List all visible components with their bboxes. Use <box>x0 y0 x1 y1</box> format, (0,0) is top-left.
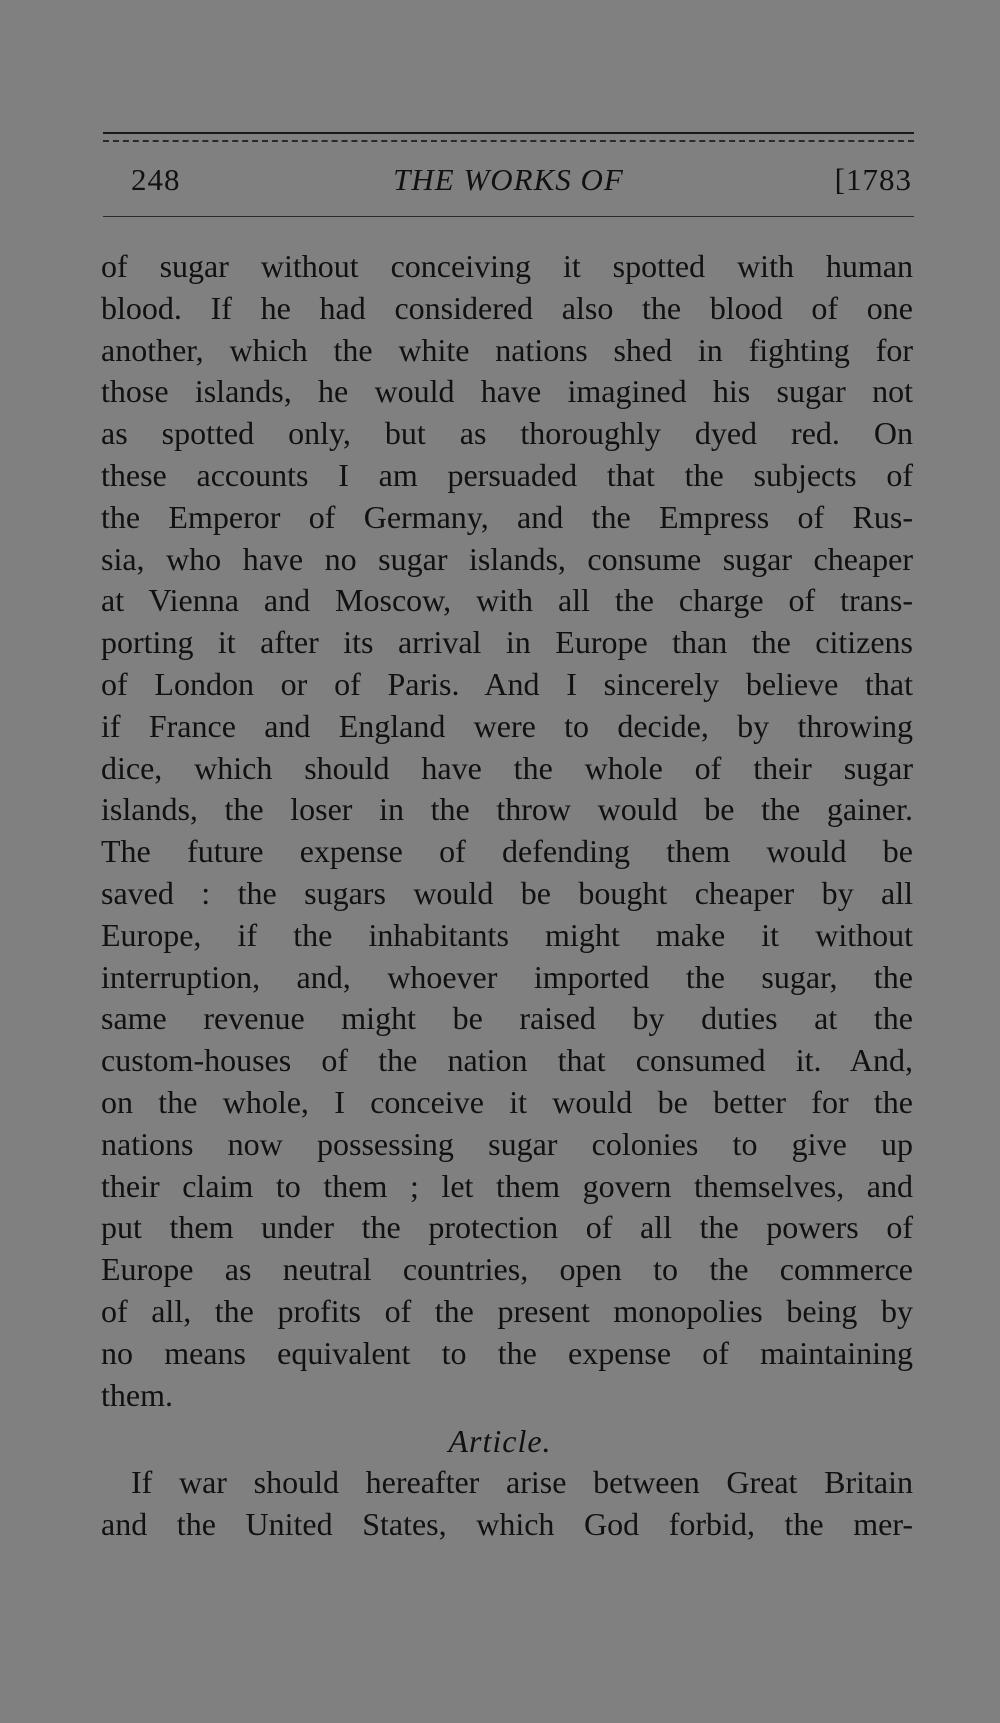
text-line: these accounts I am persuaded that the subjects of <box>101 456 913 493</box>
top-rule-dashed <box>103 140 914 142</box>
text-line: sia, who have no sugar islands, consume sugar cheaper <box>101 540 913 577</box>
running-title: THE WORKS OF <box>393 162 624 197</box>
text-line: their claim to them ; let them govern themselves, and <box>101 1167 913 1204</box>
text-line: Europe as neutral countries, open to the commerce <box>101 1251 913 1288</box>
text-line: on the whole, I conceive it would be better for the <box>101 1083 913 1120</box>
header-underline <box>103 216 914 217</box>
text-line: as spotted only, but as thoroughly dyed red. On <box>101 415 913 452</box>
text-line: If war should hereafter arise between Great Britain <box>131 1464 913 1500</box>
text-line: dice, which should have the whole of their sugar <box>101 749 913 786</box>
text-line: of London or of Paris. And I sincerely believe that <box>101 665 913 702</box>
year-marker: [1783 <box>834 162 912 197</box>
text-line: and the United States, which God forbid, the mer- <box>101 1505 913 1542</box>
text-line: put them under the protection of all the powers of <box>101 1209 913 1246</box>
top-rule <box>103 132 914 134</box>
text-line: if France and England were to decide, by throwing <box>101 707 913 744</box>
text-line: islands, the loser in the throw would be the gainer. <box>101 791 913 828</box>
text-line: interruption, and, whoever imported the sugar, the <box>101 958 913 995</box>
article-heading: Article. <box>448 1423 552 1459</box>
text-line: custom-houses of the nation that consumed it. And, <box>101 1042 913 1079</box>
page-number: 248 <box>131 162 181 197</box>
text-line: them. <box>101 1376 173 1413</box>
text-line: Europe, if the inhabitants might make it without <box>101 916 913 953</box>
text-line: The future expense of defending them would be <box>101 833 913 870</box>
text-line: saved : the sugars would be bought cheaper by all <box>101 874 913 911</box>
text-line: at Vienna and Moscow, with all the charge of trans- <box>101 582 913 619</box>
text-line: blood. If he had considered also the blood of one <box>101 289 913 326</box>
text-line: no means equivalent to the expense of maintaining <box>101 1334 913 1371</box>
text-line: of sugar without conceiving it spotted with human <box>101 248 913 284</box>
text-line: those islands, he would have imagined his sugar not <box>101 373 913 410</box>
text-line: another, which the white nations shed in fighting for <box>101 331 913 368</box>
page-header <box>103 158 914 202</box>
text-line: same revenue might be raised by duties at the <box>101 1000 913 1037</box>
paragraph-1 <box>101 246 913 1416</box>
text-line: nations now possessing sugar colonies to give up <box>101 1125 913 1162</box>
paragraph-2 <box>101 1462 913 1546</box>
text-line: of all, the profits of the present monopolies being by <box>101 1292 913 1329</box>
text-line: the Emperor of Germany, and the Empress of Rus- <box>101 498 913 535</box>
text-line: porting it after its arrival in Europe than the citizens <box>101 624 913 661</box>
